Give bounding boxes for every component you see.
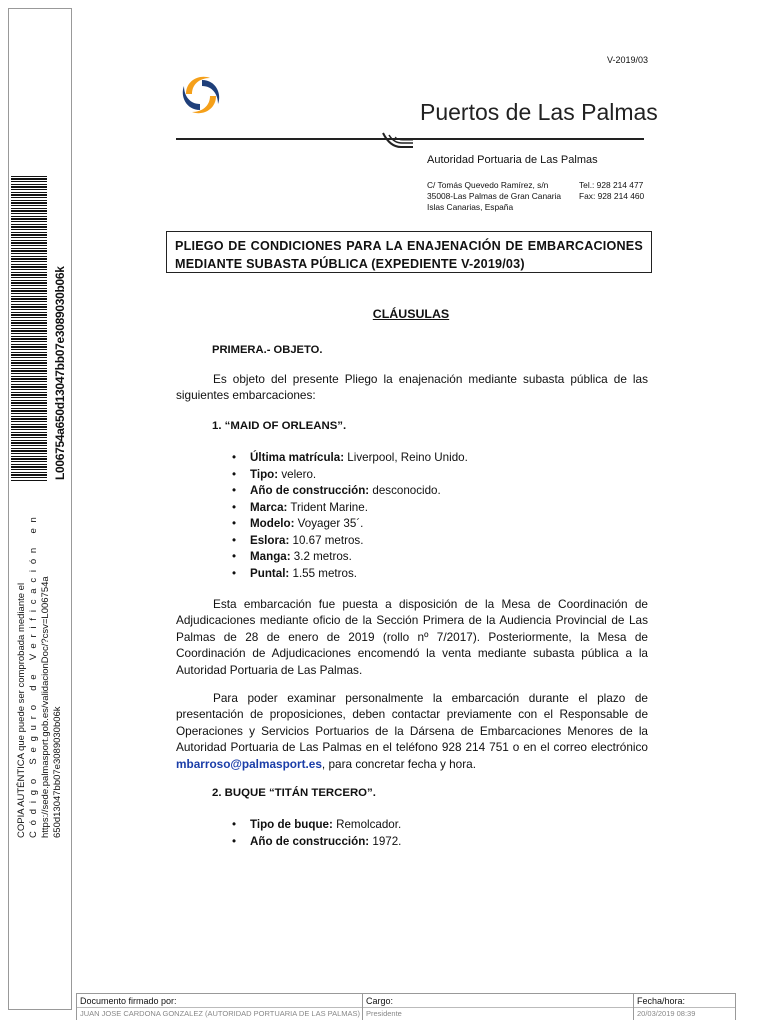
spec-value: 1.55 metros.	[289, 566, 357, 580]
spec-value: desconocido.	[369, 484, 441, 497]
role-label: Cargo:	[366, 996, 394, 1006]
signer-cell	[77, 994, 363, 1020]
verification-line-4: 650d13047bb07e3089030b06k	[52, 706, 63, 838]
document-title-line-1: PLIEGO DE CONDICIONES PARA LA ENAJENACIÓN DE EMBARCACIONES	[175, 239, 643, 253]
verification-line-2: Código Seguro de Verificación en	[28, 511, 39, 838]
document-title-line-2: MEDIANTE SUBASTA PÚBLICA (EXPEDIENTE V-2019/03)	[175, 257, 525, 271]
date-cell	[634, 994, 735, 1020]
list-item	[232, 549, 468, 566]
spec-value: velero.	[278, 467, 317, 481]
spec-label: Última matrícula:	[250, 451, 345, 464]
date-value: 20/03/2019 08:39	[637, 1009, 696, 1018]
paragraph-text: o en el correo electrónico	[508, 740, 648, 755]
divider	[634, 1007, 735, 1008]
contact-phone: 928 214 751	[441, 740, 509, 755]
vessel-1-paragraph-2	[176, 690, 648, 772]
port-authority-name: Autoridad Portuaria de Las Palmas	[427, 154, 598, 166]
spec-value: 10.67 metros.	[289, 533, 364, 547]
signature-footer	[76, 993, 736, 1020]
vessel-1-paragraph-1	[176, 596, 648, 678]
spec-value: 3.2 metros.	[290, 550, 352, 563]
spec-label: Año de construcción:	[250, 484, 370, 497]
list-item	[232, 450, 468, 467]
spec-label: Tipo:	[250, 467, 279, 481]
verification-line-1: COPIA AUTÉNTICA que puede ser comprobada mediante el	[16, 582, 27, 838]
spec-label: Puntal:	[250, 566, 290, 580]
paragraph-text: Para poder examinar personalmente la embarcación durante el plazo de presentación de proposiciones, deben contactar previamente con el Responsable de Operaciones y Servicios Portuarios de la Dársena de Embarcaciones Menores de la Autoridad Portuaria de Las Palmas en el teléfono	[176, 691, 648, 755]
phone-number: Tel.: 928 214 477	[579, 180, 644, 190]
document-reference: V-2019/03	[606, 55, 648, 65]
fax-number: Fax: 928 214 460	[579, 191, 645, 201]
divider	[363, 1007, 633, 1008]
barcode-code: L006754a650d13047bb07e3089030b06k	[53, 266, 67, 480]
spec-value: Trident Marine.	[287, 500, 368, 514]
date-label: Fecha/hora:	[637, 996, 686, 1006]
document-title-box	[166, 231, 652, 273]
list-item	[232, 817, 401, 834]
left-margin-box	[8, 8, 72, 1010]
vessel-2-heading: 2. BUQUE “TITÁN TERCERO”.	[212, 787, 376, 799]
spec-label: Año de construcción:	[250, 834, 370, 848]
address-line: C/ Tomás Quevedo Ramírez, s/n	[427, 180, 549, 190]
list-item	[232, 483, 468, 500]
divider	[77, 1007, 362, 1008]
spec-label: Eslora:	[250, 533, 290, 547]
paragraph-text: , para concretar fecha y hora.	[321, 756, 477, 771]
barcode	[11, 176, 47, 482]
intro-paragraph	[176, 371, 648, 404]
organization-name: Puertos de Las Palmas	[420, 99, 658, 125]
list-item	[232, 834, 401, 851]
role-value: Presidente	[366, 1009, 402, 1018]
list-item	[232, 533, 468, 550]
contact-block	[579, 180, 644, 202]
spec-label: Modelo:	[250, 517, 295, 530]
vessel-1-specs-list	[232, 450, 468, 582]
role-cell	[363, 994, 634, 1020]
spec-value: Liverpool, Reino Unido.	[344, 451, 468, 464]
verification-line-3[interactable]: https://sede.palmasport.gob.es/validacionDoc/?csv=L006754a	[40, 576, 51, 838]
list-item	[232, 566, 468, 583]
puertos-las-palmas-logo-icon	[176, 70, 226, 120]
intro-text: Es objeto del presente Pliego la enajenación mediante subasta pública de las siguientes embarcaciones:	[176, 372, 648, 403]
clausulas-heading: CLÁUSULAS	[372, 307, 450, 321]
spec-label: Manga:	[250, 550, 291, 563]
address-line: 35008-Las Palmas de Gran Canaria	[427, 191, 562, 201]
spec-label: Tipo de buque:	[250, 818, 333, 831]
spec-label: Marca:	[250, 500, 288, 514]
list-item	[232, 500, 468, 517]
signer-value: JUAN JOSE CARDONA GONZALEZ (AUTORIDAD PORTUARIA DE LAS PALMAS)	[80, 1009, 361, 1018]
signer-label: Documento firmado por:	[80, 996, 177, 1006]
section-heading-primera: PRIMERA.- OBJETO.	[212, 344, 323, 356]
list-item	[232, 516, 468, 533]
wave-mark-icon	[381, 131, 415, 151]
vessel-1-heading: 1. “MAID OF ORLEANS”.	[212, 420, 347, 432]
address-block	[427, 180, 561, 213]
spec-value: 1972.	[369, 834, 402, 848]
email-link[interactable]: mbarroso@palmasport.es	[176, 756, 322, 771]
list-item	[232, 467, 468, 484]
spec-value: Remolcador.	[332, 818, 402, 831]
vessel-2-specs-list	[232, 817, 401, 850]
address-line: Islas Canarias, España	[427, 202, 514, 212]
spec-value: Voyager 35´.	[294, 517, 364, 530]
paragraph-text: Esta embarcación fue puesta a disposición de la Mesa de Coordinación de Adjudicaciones mediante oficio de la Sección Primera de la Audiencia Provincial de Las Palmas de 28 de enero de 2019 (rollo nº 7/2017). Posteriormente, la Mesa de Coordinación de Adjudicaciones encomendó la venta mediante subasta pública a la Autoridad Portuaria de Las Palmas.	[176, 597, 648, 677]
